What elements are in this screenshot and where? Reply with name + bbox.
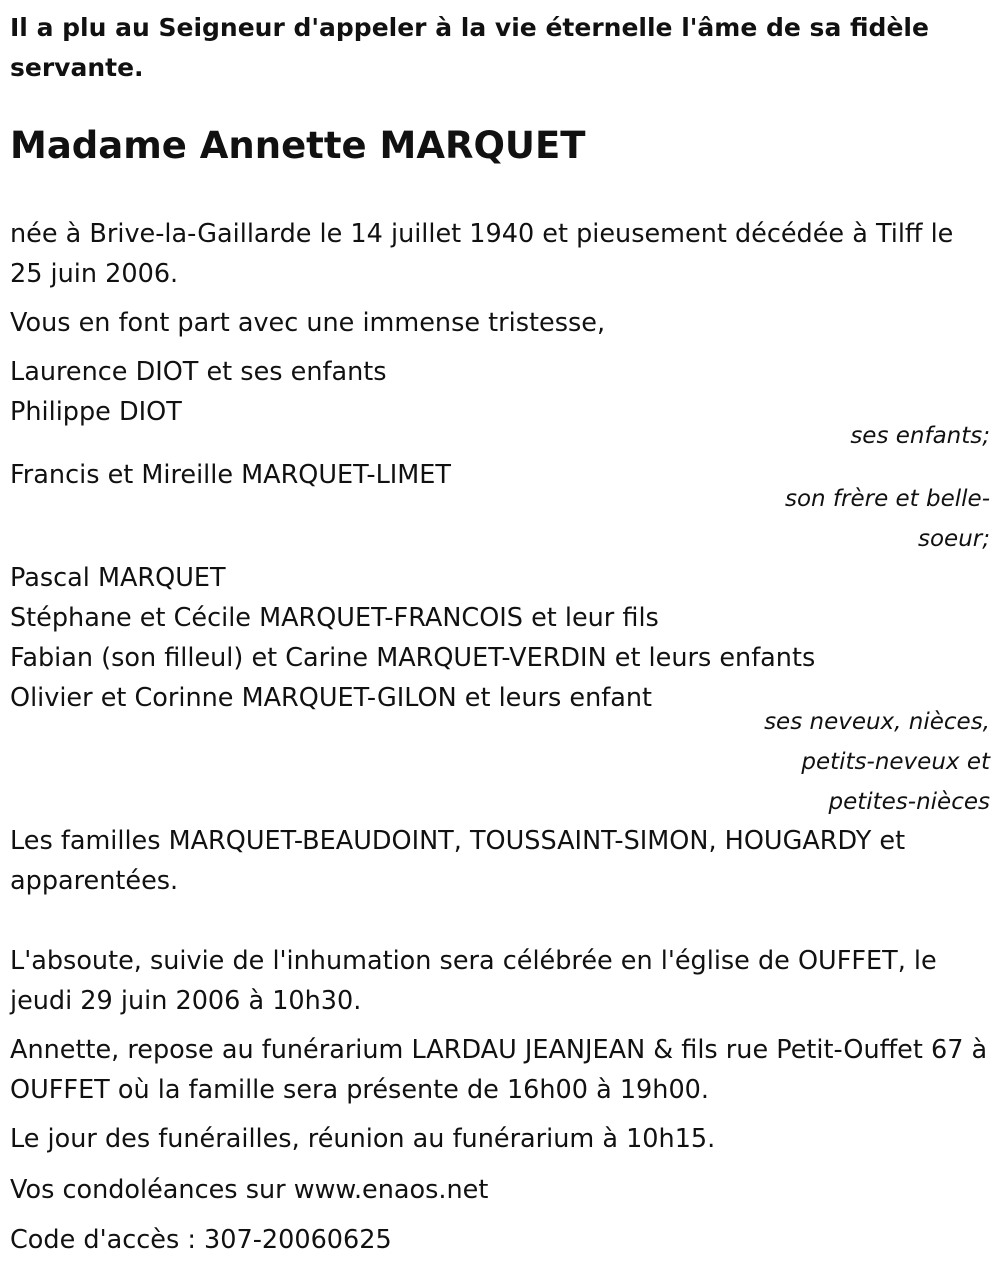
access-code: Code d'accès : 307-20060625 [10, 1225, 392, 1255]
family-member: Olivier et Corinne MARQUET-GILON et leurs enfant [10, 683, 653, 713]
relationship-label: petits-neveux et [801, 749, 990, 775]
meeting-text: Le jour des funérailles, réunion au funérarium à 10h15. [10, 1124, 716, 1154]
family-member: Laurence DIOT et ses enfants [10, 357, 387, 387]
relationship-label: son frère et belle- [784, 486, 990, 512]
condolences-text: Vos condoléances sur www.enaos.net [10, 1175, 489, 1205]
family-member: Philippe DIOT [10, 397, 182, 427]
relationship-label: ses neveux, nièces, [764, 709, 990, 735]
funeral-home-text: Annette, repose au funérarium LARDAU JEANJEAN & fils rue Petit-Ouffet 67 à OUFFET où la famille sera présente de 16h00 à 19h00. [10, 1035, 988, 1105]
family-member: Francis et Mireille MARQUET-LIMET [10, 460, 451, 490]
relationship-label: ses enfants; [850, 423, 990, 449]
family-member: Stéphane et Cécile MARQUET-FRANCOIS et leur fils [10, 603, 659, 633]
families-text: Les familles MARQUET-BEAUDOINT, TOUSSAINT-SIMON, HOUGARDY et apparentées. [10, 826, 906, 896]
family-member: Fabian (son filleul) et Carine MARQUET-VERDIN et leurs enfants [10, 643, 816, 673]
intro-text: Il a plu au Seigneur d'appeler à la vie éternelle l'âme de sa fidèle servante. [10, 13, 929, 82]
relationship-label: petites-nièces [828, 789, 990, 815]
family-member: Pascal MARQUET [10, 563, 226, 593]
birth-death-text: née à Brive-la-Gaillarde le 14 juillet 1940 et pieusement décédée à Tilff le 25 juin 2006. [10, 219, 954, 289]
ceremony-text: L'absoute, suivie de l'inhumation sera célébrée en l'église de OUFFET, le jeudi 29 juin 2006 à 10h30. [10, 946, 937, 1016]
announcement-text: Vous en font part avec une immense tristesse, [10, 308, 606, 338]
deceased-name: Madame Annette MARQUET [10, 124, 586, 167]
relationship-label: soeur; [918, 526, 990, 552]
